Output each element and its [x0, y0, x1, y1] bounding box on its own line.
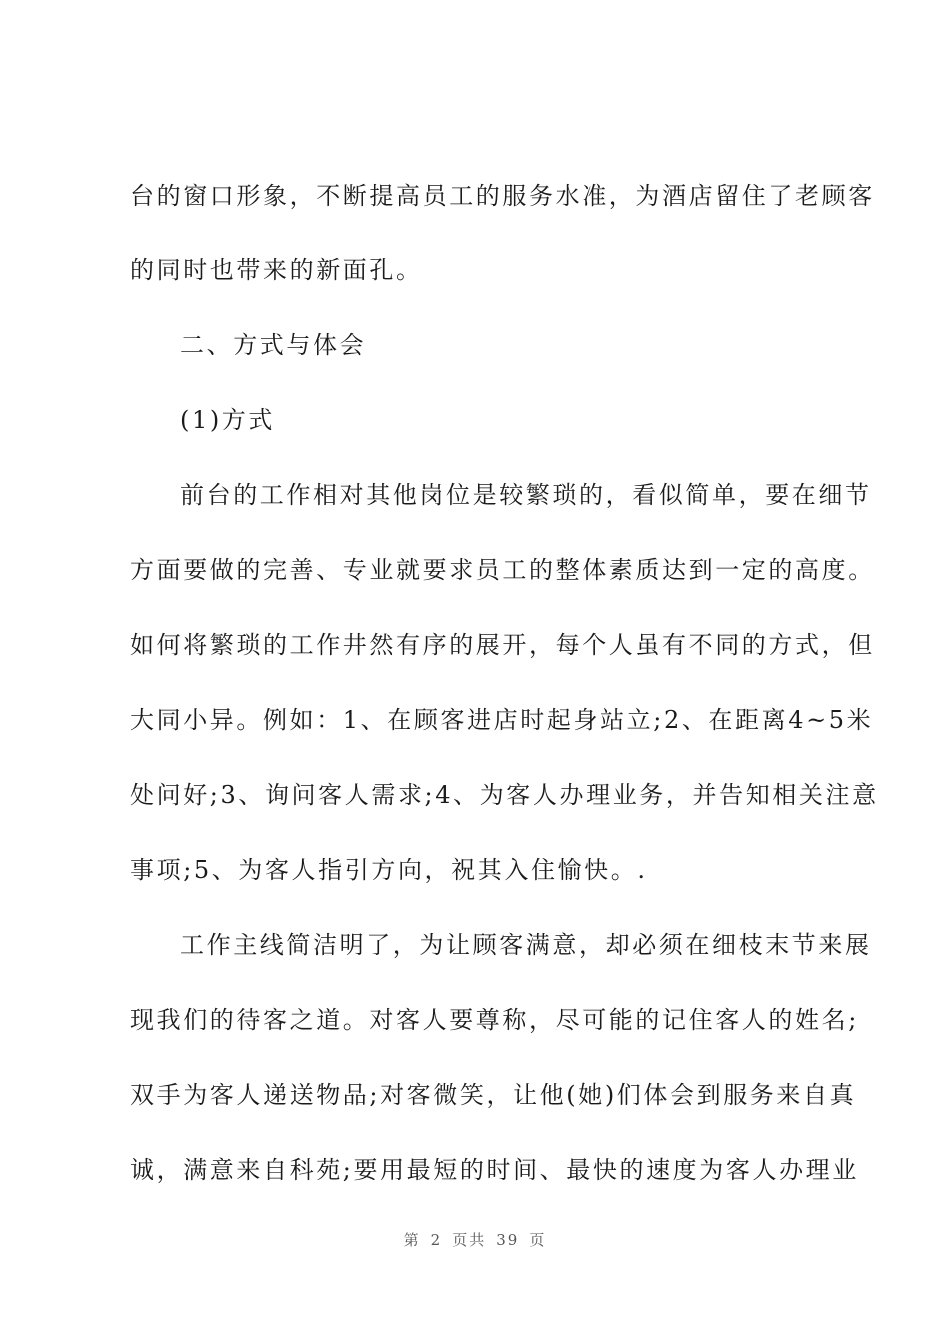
page-footer — [0, 1230, 950, 1250]
paragraph-line: 工作主线简洁明了，为让顾客满意，却必须在细枝末节来展 — [180, 931, 872, 959]
paragraph-line: 方面要做的完善、专业就要求员工的整体素质达到一定的高度。 — [130, 556, 875, 584]
footer-suffix: 页 — [529, 1231, 547, 1249]
paragraph-line: 双手为客人递送物品;对客微笑，让他(她)们体会到服务来自真 — [130, 1081, 857, 1109]
paragraph-line: 的同时也带来的新面孔。 — [130, 256, 423, 284]
footer-middle: 页共 — [452, 1231, 487, 1249]
paragraph-line: 现我们的待客之道。对客人要尊称，尽可能的记住客人的姓名; — [130, 1006, 859, 1034]
footer-total-pages: 39 — [496, 1231, 520, 1249]
paragraph-line: 台的窗口形象，不断提高员工的服务水准，为酒店留住了老顾客 — [130, 182, 875, 210]
paragraph-line: 如何将繁琐的工作井然有序的展开，每个人虽有不同的方式，但 — [130, 631, 875, 659]
paragraph-line: 前台的工作相对其他岗位是较繁琐的，看似简单，要在细节 — [180, 481, 872, 509]
paragraph-line: 大同小异。例如：1、在顾客进店时起身站立;2、在距离4~5米 — [130, 706, 874, 734]
paragraph-line: 处问好;3、询问客人需求;4、为客人办理业务，并告知相关注意 — [130, 781, 879, 809]
footer-prefix: 第 — [403, 1231, 421, 1249]
paragraph-line: 事项;5、为客人指引方向，祝其入住愉快。. — [130, 856, 648, 884]
subsection-heading: (1)方式 — [180, 406, 275, 434]
section-heading: 二、方式与体会 — [180, 331, 367, 359]
footer-page-number: 2 — [430, 1231, 443, 1249]
paragraph-line: 诚，满意来自科苑;要用最短的时间、最快的速度为客人办理业 — [130, 1156, 859, 1184]
